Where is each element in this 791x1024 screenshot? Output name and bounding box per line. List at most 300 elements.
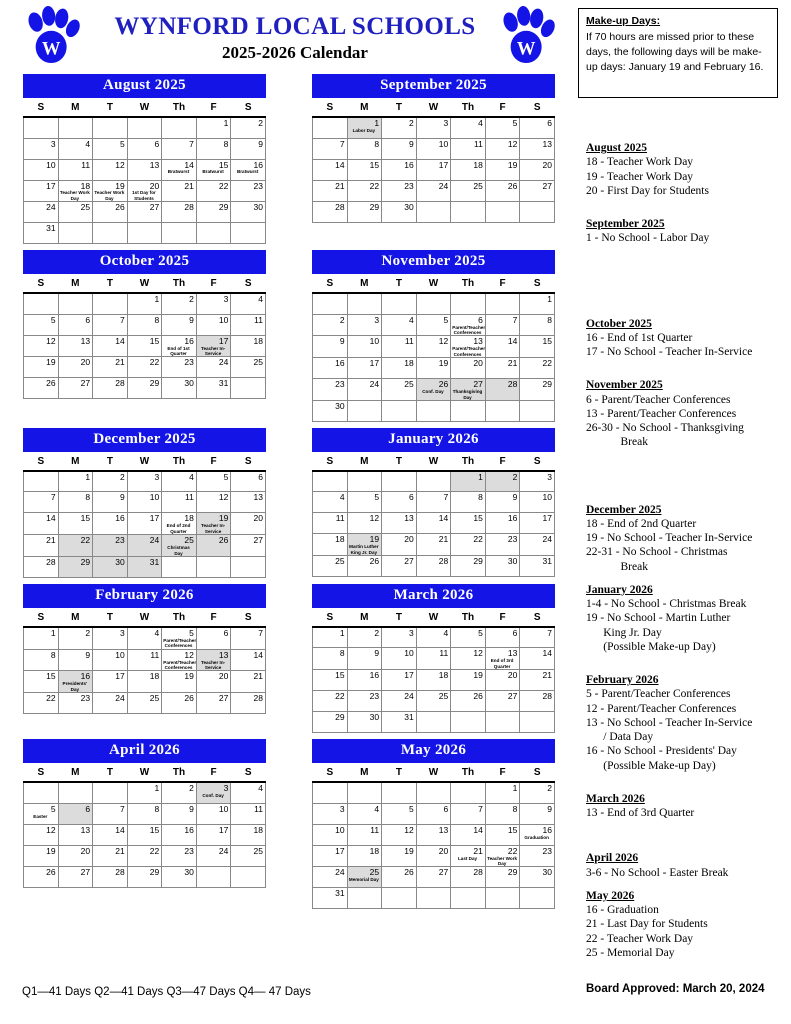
day-cell[interactable] (451, 180, 486, 201)
day-cell[interactable] (382, 358, 417, 379)
day-cell[interactable] (347, 803, 382, 824)
day-cell[interactable] (231, 535, 266, 557)
day-cell[interactable] (451, 824, 486, 845)
day-cell[interactable] (58, 556, 93, 577)
day-cell[interactable] (231, 357, 266, 378)
day-cell[interactable] (382, 138, 417, 159)
day-cell[interactable] (520, 159, 555, 180)
day-cell[interactable] (231, 180, 266, 202)
day-cell[interactable] (347, 670, 382, 691)
day-cell[interactable] (382, 159, 417, 180)
day-cell[interactable] (313, 513, 348, 534)
day-cell[interactable] (451, 845, 486, 867)
day-cell[interactable] (93, 357, 128, 378)
day-cell[interactable] (485, 513, 520, 534)
day-cell[interactable] (93, 180, 128, 202)
day-cell[interactable] (416, 492, 451, 513)
day-cell[interactable] (162, 357, 197, 378)
day-cell[interactable] (382, 513, 417, 534)
day-cell[interactable] (58, 471, 93, 492)
day-cell[interactable] (24, 649, 59, 671)
day-cell[interactable] (485, 492, 520, 513)
day-cell[interactable] (231, 649, 266, 671)
day-cell[interactable] (196, 782, 231, 803)
day-cell[interactable] (382, 845, 417, 867)
day-cell[interactable] (93, 513, 128, 535)
day-cell[interactable] (231, 671, 266, 693)
day-cell[interactable] (416, 845, 451, 867)
day-cell[interactable] (58, 335, 93, 357)
day-cell[interactable] (485, 534, 520, 556)
day-cell[interactable] (93, 845, 128, 866)
day-cell[interactable] (451, 867, 486, 888)
day-cell[interactable] (24, 803, 59, 824)
day-cell[interactable] (231, 782, 266, 803)
day-cell[interactable] (485, 648, 520, 670)
day-cell[interactable] (485, 379, 520, 401)
day-cell[interactable] (347, 379, 382, 401)
day-cell[interactable] (347, 336, 382, 358)
day-cell[interactable] (347, 159, 382, 180)
day-cell[interactable] (313, 824, 348, 845)
day-cell[interactable] (382, 534, 417, 556)
day-cell[interactable] (162, 138, 197, 159)
day-cell[interactable] (196, 627, 231, 649)
day-cell[interactable] (196, 159, 231, 180)
day-cell[interactable] (196, 671, 231, 693)
day-cell[interactable] (162, 378, 197, 399)
day-cell[interactable] (451, 803, 486, 824)
day-cell[interactable] (196, 649, 231, 671)
day-cell[interactable] (313, 556, 348, 577)
day-cell[interactable] (127, 627, 162, 649)
day-cell[interactable] (313, 379, 348, 401)
day-cell[interactable] (127, 293, 162, 314)
day-cell[interactable] (416, 803, 451, 824)
day-cell[interactable] (231, 335, 266, 357)
day-cell[interactable] (382, 492, 417, 513)
day-cell[interactable] (58, 866, 93, 887)
day-cell[interactable] (196, 202, 231, 223)
day-cell[interactable] (485, 159, 520, 180)
day-cell[interactable] (127, 180, 162, 202)
day-cell[interactable] (231, 803, 266, 824)
day-cell[interactable] (58, 492, 93, 513)
day-cell[interactable] (485, 824, 520, 845)
day-cell[interactable] (451, 358, 486, 379)
day-cell[interactable] (127, 471, 162, 492)
day-cell[interactable] (382, 691, 417, 712)
day-cell[interactable] (313, 534, 348, 556)
day-cell[interactable] (196, 535, 231, 557)
day-cell[interactable] (231, 492, 266, 513)
day-cell[interactable] (127, 492, 162, 513)
day-cell[interactable] (520, 691, 555, 712)
day-cell[interactable] (520, 670, 555, 691)
day-cell[interactable] (416, 513, 451, 534)
day-cell[interactable] (58, 138, 93, 159)
day-cell[interactable] (451, 159, 486, 180)
day-cell[interactable] (162, 471, 197, 492)
day-cell[interactable] (93, 535, 128, 557)
day-cell[interactable] (382, 803, 417, 824)
day-cell[interactable] (451, 336, 486, 358)
day-cell[interactable] (416, 180, 451, 201)
day-cell[interactable] (520, 180, 555, 201)
day-cell[interactable] (416, 627, 451, 648)
day-cell[interactable] (231, 293, 266, 314)
day-cell[interactable] (93, 803, 128, 824)
day-cell[interactable] (347, 513, 382, 534)
day-cell[interactable] (196, 314, 231, 335)
day-cell[interactable] (382, 648, 417, 670)
day-cell[interactable] (162, 535, 197, 557)
day-cell[interactable] (313, 670, 348, 691)
day-cell[interactable] (93, 159, 128, 180)
day-cell[interactable] (451, 492, 486, 513)
day-cell[interactable] (485, 138, 520, 159)
day-cell[interactable] (93, 202, 128, 223)
day-cell[interactable] (451, 117, 486, 138)
day-cell[interactable] (520, 845, 555, 867)
day-cell[interactable] (24, 866, 59, 887)
day-cell[interactable] (196, 117, 231, 138)
day-cell[interactable] (127, 845, 162, 866)
day-cell[interactable] (416, 314, 451, 336)
day-cell[interactable] (520, 824, 555, 845)
day-cell[interactable] (451, 670, 486, 691)
day-cell[interactable] (520, 379, 555, 401)
day-cell[interactable] (231, 314, 266, 335)
day-cell[interactable] (162, 513, 197, 535)
day-cell[interactable] (313, 691, 348, 712)
day-cell[interactable] (382, 336, 417, 358)
day-cell[interactable] (24, 845, 59, 866)
day-cell[interactable] (231, 117, 266, 138)
day-cell[interactable] (485, 336, 520, 358)
day-cell[interactable] (520, 314, 555, 336)
day-cell[interactable] (382, 627, 417, 648)
day-cell[interactable] (127, 378, 162, 399)
day-cell[interactable] (58, 180, 93, 202)
day-cell[interactable] (451, 314, 486, 336)
day-cell[interactable] (451, 691, 486, 712)
day-cell[interactable] (127, 866, 162, 887)
day-cell[interactable] (520, 782, 555, 803)
day-cell[interactable] (520, 336, 555, 358)
day-cell[interactable] (196, 138, 231, 159)
day-cell[interactable] (382, 712, 417, 733)
day-cell[interactable] (485, 627, 520, 648)
day-cell[interactable] (196, 513, 231, 535)
day-cell[interactable] (58, 513, 93, 535)
day-cell[interactable] (520, 138, 555, 159)
day-cell[interactable] (485, 691, 520, 712)
day-cell[interactable] (347, 627, 382, 648)
day-cell[interactable] (231, 693, 266, 714)
day-cell[interactable] (127, 535, 162, 557)
day-cell[interactable] (485, 314, 520, 336)
day-cell[interactable] (382, 867, 417, 888)
day-cell[interactable] (58, 378, 93, 399)
day-cell[interactable] (127, 671, 162, 693)
day-cell[interactable] (520, 867, 555, 888)
day-cell[interactable] (162, 845, 197, 866)
day-cell[interactable] (24, 556, 59, 577)
day-cell[interactable] (93, 671, 128, 693)
day-cell[interactable] (485, 782, 520, 803)
day-cell[interactable] (485, 803, 520, 824)
day-cell[interactable] (231, 159, 266, 180)
day-cell[interactable] (347, 180, 382, 201)
day-cell[interactable] (416, 670, 451, 691)
day-cell[interactable] (451, 513, 486, 534)
day-cell[interactable] (451, 534, 486, 556)
day-cell[interactable] (451, 471, 486, 492)
day-cell[interactable] (485, 358, 520, 379)
day-cell[interactable] (24, 138, 59, 159)
day-cell[interactable] (24, 335, 59, 357)
day-cell[interactable] (347, 648, 382, 670)
day-cell[interactable] (127, 335, 162, 357)
day-cell[interactable] (58, 671, 93, 693)
day-cell[interactable] (313, 867, 348, 888)
day-cell[interactable] (451, 648, 486, 670)
day-cell[interactable] (196, 357, 231, 378)
day-cell[interactable] (93, 649, 128, 671)
day-cell[interactable] (520, 117, 555, 138)
day-cell[interactable] (196, 492, 231, 513)
day-cell[interactable] (162, 649, 197, 671)
day-cell[interactable] (382, 314, 417, 336)
day-cell[interactable] (520, 534, 555, 556)
day-cell[interactable] (485, 556, 520, 577)
day-cell[interactable] (93, 492, 128, 513)
day-cell[interactable] (416, 379, 451, 401)
day-cell[interactable] (93, 556, 128, 577)
day-cell[interactable] (93, 138, 128, 159)
day-cell[interactable] (127, 513, 162, 535)
day-cell[interactable] (313, 201, 348, 222)
day-cell[interactable] (231, 202, 266, 223)
day-cell[interactable] (196, 293, 231, 314)
day-cell[interactable] (24, 693, 59, 714)
day-cell[interactable] (196, 845, 231, 866)
day-cell[interactable] (485, 471, 520, 492)
day-cell[interactable] (347, 712, 382, 733)
day-cell[interactable] (347, 845, 382, 867)
day-cell[interactable] (127, 649, 162, 671)
day-cell[interactable] (127, 138, 162, 159)
day-cell[interactable] (162, 671, 197, 693)
day-cell[interactable] (416, 117, 451, 138)
day-cell[interactable] (451, 556, 486, 577)
day-cell[interactable] (127, 803, 162, 824)
day-cell[interactable] (520, 492, 555, 513)
day-cell[interactable] (24, 824, 59, 845)
day-cell[interactable] (485, 117, 520, 138)
day-cell[interactable] (93, 627, 128, 649)
day-cell[interactable] (93, 335, 128, 357)
day-cell[interactable] (24, 492, 59, 513)
day-cell[interactable] (313, 358, 348, 379)
day-cell[interactable] (416, 556, 451, 577)
day-cell[interactable] (24, 314, 59, 335)
day-cell[interactable] (162, 492, 197, 513)
day-cell[interactable] (231, 627, 266, 649)
day-cell[interactable] (24, 378, 59, 399)
day-cell[interactable] (231, 513, 266, 535)
day-cell[interactable] (347, 201, 382, 222)
day-cell[interactable] (231, 471, 266, 492)
day-cell[interactable] (58, 693, 93, 714)
day-cell[interactable] (520, 648, 555, 670)
day-cell[interactable] (382, 824, 417, 845)
day-cell[interactable] (58, 357, 93, 378)
day-cell[interactable] (485, 670, 520, 691)
day-cell[interactable] (313, 712, 348, 733)
day-cell[interactable] (93, 824, 128, 845)
day-cell[interactable] (347, 358, 382, 379)
day-cell[interactable] (231, 824, 266, 845)
day-cell[interactable] (58, 845, 93, 866)
day-cell[interactable] (58, 535, 93, 557)
day-cell[interactable] (127, 159, 162, 180)
day-cell[interactable] (162, 314, 197, 335)
day-cell[interactable] (520, 627, 555, 648)
day-cell[interactable] (382, 117, 417, 138)
day-cell[interactable] (347, 867, 382, 888)
day-cell[interactable] (347, 117, 382, 138)
day-cell[interactable] (196, 180, 231, 202)
day-cell[interactable] (196, 471, 231, 492)
day-cell[interactable] (58, 202, 93, 223)
day-cell[interactable] (162, 693, 197, 714)
day-cell[interactable] (162, 335, 197, 357)
day-cell[interactable] (127, 824, 162, 845)
day-cell[interactable] (24, 513, 59, 535)
day-cell[interactable] (451, 379, 486, 401)
day-cell[interactable] (520, 293, 555, 314)
day-cell[interactable] (313, 180, 348, 201)
day-cell[interactable] (93, 866, 128, 887)
day-cell[interactable] (416, 534, 451, 556)
day-cell[interactable] (313, 336, 348, 358)
day-cell[interactable] (520, 556, 555, 577)
day-cell[interactable] (520, 358, 555, 379)
day-cell[interactable] (520, 803, 555, 824)
day-cell[interactable] (24, 159, 59, 180)
day-cell[interactable] (416, 336, 451, 358)
day-cell[interactable] (451, 138, 486, 159)
day-cell[interactable] (196, 378, 231, 399)
day-cell[interactable] (196, 824, 231, 845)
day-cell[interactable] (485, 867, 520, 888)
day-cell[interactable] (162, 180, 197, 202)
day-cell[interactable] (127, 357, 162, 378)
day-cell[interactable] (485, 180, 520, 201)
day-cell[interactable] (24, 223, 59, 244)
day-cell[interactable] (58, 649, 93, 671)
day-cell[interactable] (347, 314, 382, 336)
day-cell[interactable] (485, 845, 520, 867)
day-cell[interactable] (58, 627, 93, 649)
day-cell[interactable] (24, 202, 59, 223)
day-cell[interactable] (416, 138, 451, 159)
day-cell[interactable] (93, 471, 128, 492)
day-cell[interactable] (127, 556, 162, 577)
day-cell[interactable] (313, 492, 348, 513)
day-cell[interactable] (162, 202, 197, 223)
day-cell[interactable] (127, 202, 162, 223)
day-cell[interactable] (93, 314, 128, 335)
day-cell[interactable] (382, 379, 417, 401)
day-cell[interactable] (416, 824, 451, 845)
day-cell[interactable] (416, 867, 451, 888)
day-cell[interactable] (347, 138, 382, 159)
day-cell[interactable] (93, 693, 128, 714)
day-cell[interactable] (127, 314, 162, 335)
day-cell[interactable] (196, 335, 231, 357)
day-cell[interactable] (231, 845, 266, 866)
day-cell[interactable] (24, 671, 59, 693)
day-cell[interactable] (382, 180, 417, 201)
day-cell[interactable] (347, 534, 382, 556)
day-cell[interactable] (93, 378, 128, 399)
day-cell[interactable] (382, 670, 417, 691)
day-cell[interactable] (58, 159, 93, 180)
day-cell[interactable] (313, 627, 348, 648)
day-cell[interactable] (162, 824, 197, 845)
day-cell[interactable] (24, 627, 59, 649)
day-cell[interactable] (196, 693, 231, 714)
day-cell[interactable] (24, 535, 59, 557)
day-cell[interactable] (416, 358, 451, 379)
day-cell[interactable] (416, 648, 451, 670)
day-cell[interactable] (313, 314, 348, 336)
day-cell[interactable] (416, 691, 451, 712)
day-cell[interactable] (313, 400, 348, 421)
day-cell[interactable] (162, 782, 197, 803)
day-cell[interactable] (313, 803, 348, 824)
day-cell[interactable] (313, 138, 348, 159)
day-cell[interactable] (347, 824, 382, 845)
day-cell[interactable] (196, 803, 231, 824)
day-cell[interactable] (313, 159, 348, 180)
day-cell[interactable] (451, 627, 486, 648)
day-cell[interactable] (382, 201, 417, 222)
day-cell[interactable] (162, 627, 197, 649)
day-cell[interactable] (313, 845, 348, 867)
day-cell[interactable] (58, 314, 93, 335)
day-cell[interactable] (162, 866, 197, 887)
day-cell[interactable] (162, 293, 197, 314)
day-cell[interactable] (162, 803, 197, 824)
day-cell[interactable] (313, 888, 348, 909)
day-cell[interactable] (24, 180, 59, 202)
day-cell[interactable] (162, 159, 197, 180)
day-cell[interactable] (24, 357, 59, 378)
day-cell[interactable] (313, 648, 348, 670)
day-cell[interactable] (127, 782, 162, 803)
day-cell[interactable] (58, 824, 93, 845)
day-cell[interactable] (347, 556, 382, 577)
day-cell[interactable] (127, 693, 162, 714)
day-cell[interactable] (347, 691, 382, 712)
day-cell[interactable] (520, 471, 555, 492)
day-cell[interactable] (382, 556, 417, 577)
day-cell[interactable] (58, 803, 93, 824)
